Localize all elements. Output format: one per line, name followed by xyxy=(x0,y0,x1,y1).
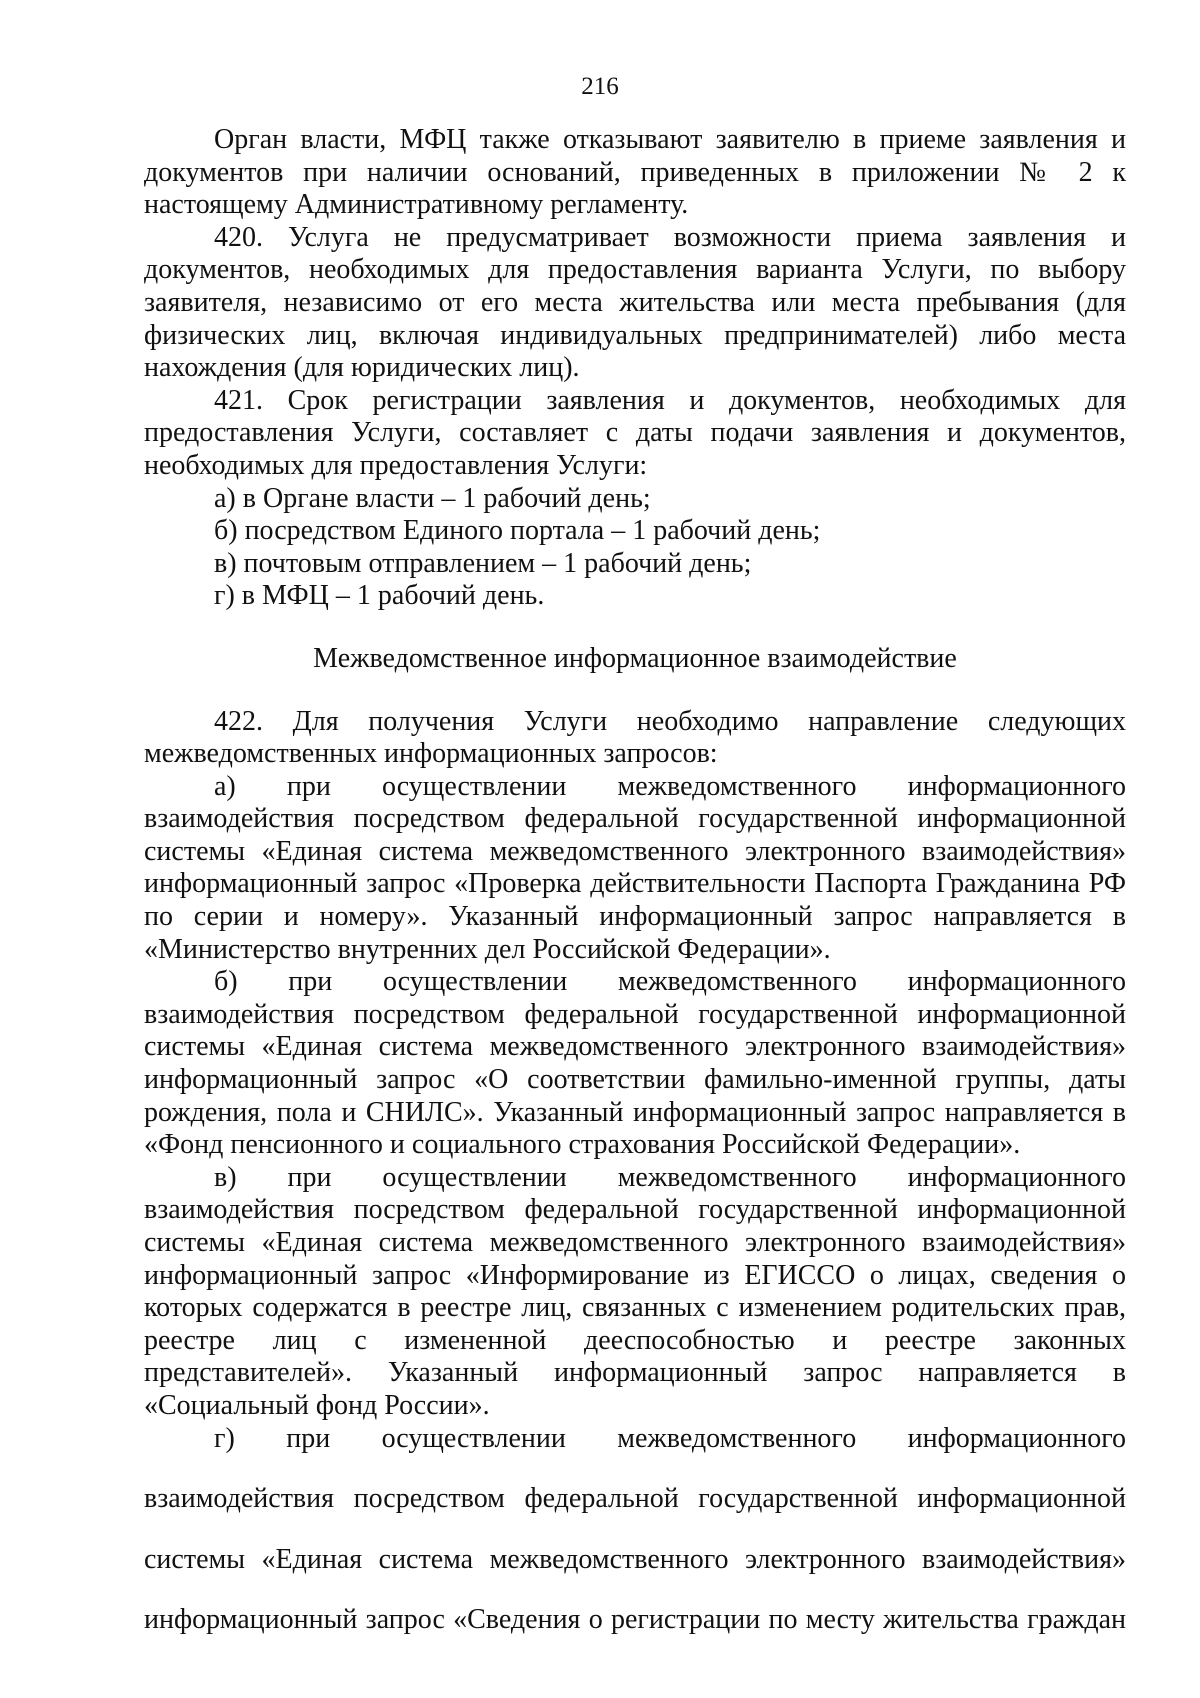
paragraph-422: 422. Для получения Услуги необходимо направление следующих межведомственных информационных запросов: xyxy=(144,705,1126,770)
section-heading: Межведомственное информационное взаимодействие xyxy=(313,642,957,674)
request-g-line-3: системы «Единая система межведомственного электронного взаимодействия» xyxy=(144,1543,1126,1575)
term-item-a: а) в Органе власти – 1 рабочий день; xyxy=(214,482,651,514)
request-g-first-line xyxy=(144,1423,1126,1456)
request-b-word-3: межведомственного xyxy=(617,966,857,998)
request-g-line-4: информационный запрос «Сведения о регистрации по месту жительства граждан xyxy=(144,1604,1126,1636)
request-b-word-4: информационного xyxy=(907,966,1126,998)
request-a-first-line xyxy=(144,771,1126,804)
request-b-word-1: при xyxy=(288,966,333,998)
request-v-word-2: осуществлении xyxy=(382,1161,567,1193)
request-v-word-4: информационного xyxy=(907,1161,1126,1193)
term-item-v: в) почтовым отправлением – 1 рабочий день; xyxy=(214,547,752,579)
request-v-word-3: межведомственного xyxy=(617,1161,857,1193)
request-g-word-2: осуществлении xyxy=(381,1422,566,1454)
request-b-word-2: осуществлении xyxy=(382,966,568,998)
request-b-first-line xyxy=(144,966,1126,999)
request-a-text: взаимодействия посредством федеральной государственной информационной системы «Единая система межведомственного электронного взаимодействия» информационный запрос «Проверка действительности Паспорта Гражданина РФ по серии и номеру». Указанный информационный запрос направляется в «Министерство внутренних дел Российской Федерации». xyxy=(144,803,1126,965)
request-b-letter: б) xyxy=(214,966,238,998)
request-g-letter: г) xyxy=(214,1422,235,1454)
paragraph-420: 420. Услуга не предусматривает возможности приема заявления и документов, необходимых для предоставления варианта Услуги, по выбору заявителя, независимо от его места жительства или места пребывания (для физических лиц, включая индивидуальных предпринимателей) либо места нахождения (для юридических лиц). xyxy=(144,221,1126,384)
request-a-word-2: осуществлении xyxy=(382,770,567,802)
request-v-first-line xyxy=(144,1162,1126,1195)
request-b-text: взаимодействия посредством федеральной государственной информационной системы «Единая система межведомственного электронного взаимодействия» информационный запрос «О соответствии фамильно-именной группы, даты рождения, пола и СНИЛС». Указанный информационный запрос направляется в «Фонд пенсионного и социального страхования Российской Федерации». xyxy=(144,998,1126,1161)
term-item-g: г) в МФЦ – 1 рабочий день. xyxy=(214,580,545,612)
request-v-text: взаимодействия посредством федеральной государственной информационной системы «Единая система межведомственного электронного взаимодействия» информационный запрос «Информирование из ЕГИССО о лицах, сведения о которых содержатся в реестре лиц, связанных с изменением родительских прав, реестре лиц с измененной дееспособностью и реестре законных представителей». Указанный информационный запрос направляется в «Социальный фонд России». xyxy=(144,1194,1126,1421)
request-g-word-4: информационного xyxy=(907,1422,1126,1454)
request-g-word-1: при xyxy=(286,1422,331,1454)
document-body xyxy=(144,124,1126,1665)
request-a-letter: а) xyxy=(214,770,236,802)
request-a-word-3: межведомственного xyxy=(617,770,857,802)
request-g-line-2: взаимодействия посредством федеральной государственной информационной xyxy=(144,1483,1126,1515)
request-a-word-4: информационного xyxy=(907,770,1126,802)
request-a-word-1: при xyxy=(286,770,331,802)
page-number: 216 xyxy=(581,73,619,100)
request-v-word-1: при xyxy=(287,1161,332,1193)
paragraph-421: 421. Срок регистрации заявления и документов, необходимых для предоставления Услуги, составляет с даты подачи заявления и документов, необходимых для предоставления Услуги: xyxy=(144,384,1126,481)
term-item-b: б) посредством Единого портала – 1 рабочий день; xyxy=(214,515,821,547)
paragraph-refusal: Орган власти, МФЦ также отказывают заявителю в приеме заявления и документов при наличии оснований, приведенных в приложении № 2 к настоящему Административному регламенту. xyxy=(144,124,1126,221)
request-g-word-3: межведомственного xyxy=(617,1422,857,1454)
request-v-letter: в) xyxy=(214,1161,237,1193)
